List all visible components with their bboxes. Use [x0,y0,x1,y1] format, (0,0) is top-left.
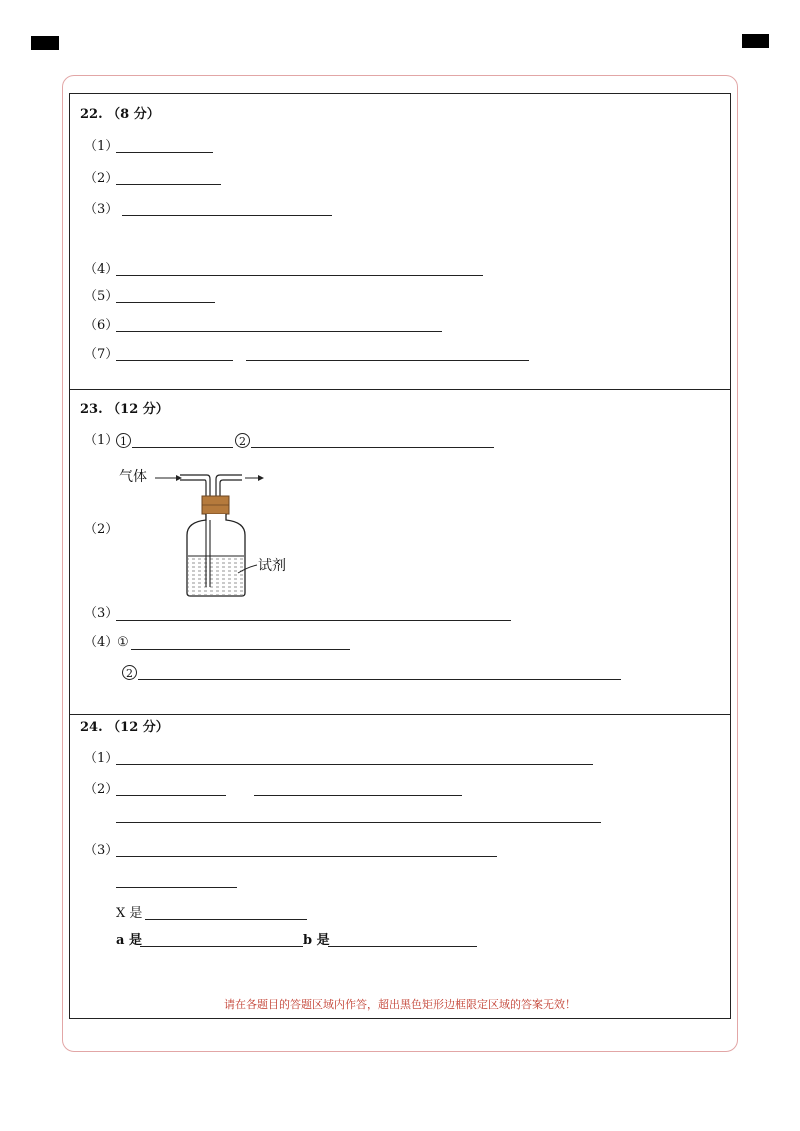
gas-washing-bottle-diagram [150,465,275,605]
q23-answer-line-4b[interactable] [138,679,621,680]
q24-answer-line-1[interactable] [116,764,593,765]
reagent-label: 试剂 [258,558,286,574]
q22-item-2-label: （2） [84,171,119,186]
question-24-heading: 24. （12 分） [80,720,169,735]
q22-answer-line-7a[interactable] [116,360,233,361]
q24-item-1-label: （1） [84,751,119,766]
q22-answer-line-4[interactable] [116,275,483,276]
q23-answer-line-4a[interactable] [131,649,350,650]
q23-item-2-label: （2） [84,522,119,537]
registration-mark-left [31,36,59,50]
answer-area-notice: 请在各题目的答题区域内作答，超出黑色矩形边框限定区域的答案无效！ [224,998,576,1011]
q24-b-label: b 是 [303,933,330,948]
q22-item-1-label: （1） [84,139,119,154]
q22-item-4-label: （4） [84,262,119,277]
circled-number-2: 2 [235,433,250,448]
question-22-heading: 22. （8 分） [80,107,160,122]
q24-a-label: a 是 [116,933,142,948]
q22-answer-line-6[interactable] [116,331,442,332]
q24-item-2-label: （2） [84,782,119,797]
q24-a-answer-line[interactable] [140,946,303,947]
question-23-heading: 23. （12 分） [80,402,169,417]
q22-answer-line-7b[interactable] [246,360,529,361]
q22-answer-line-5[interactable] [116,302,215,303]
q23-answer-line-3[interactable] [116,620,511,621]
gas-label: 气体 [119,469,147,485]
q23-item-4-label: （4） [84,635,119,650]
circled-number-2-b: 2 [122,665,137,680]
question-22-box [69,93,731,390]
q23-answer-line-1a[interactable] [132,447,233,448]
q24-answer-line-2c[interactable] [116,822,601,823]
q24-item-3-label: （3） [84,843,119,858]
q22-answer-line-1[interactable] [116,152,213,153]
q23-answer-line-1b[interactable] [251,447,494,448]
q24-answer-line-3a[interactable] [116,856,497,857]
q24-x-label: X 是 [116,906,143,921]
q22-item-3-label: （3） [84,202,119,217]
q24-x-answer-line[interactable] [145,919,307,920]
q24-b-answer-line[interactable] [328,946,477,947]
q22-item-6-label: （6） [84,318,119,333]
q23-item-3-label: （3） [84,606,119,621]
q22-item-5-label: （5） [84,289,119,304]
q23-sub4-1-label: ① [117,635,129,650]
q24-answer-line-3b[interactable] [116,887,237,888]
q24-answer-line-2a[interactable] [116,795,226,796]
q22-answer-line-2[interactable] [116,184,221,185]
q24-answer-line-2b[interactable] [254,795,462,796]
question-24-box [69,714,731,1019]
circled-number-1: 1 [116,433,131,448]
q22-answer-line-3[interactable] [122,215,332,216]
q23-item-1-label: （1） [84,433,119,448]
registration-mark-right [742,34,769,48]
q22-item-7-label: （7） [84,347,119,362]
